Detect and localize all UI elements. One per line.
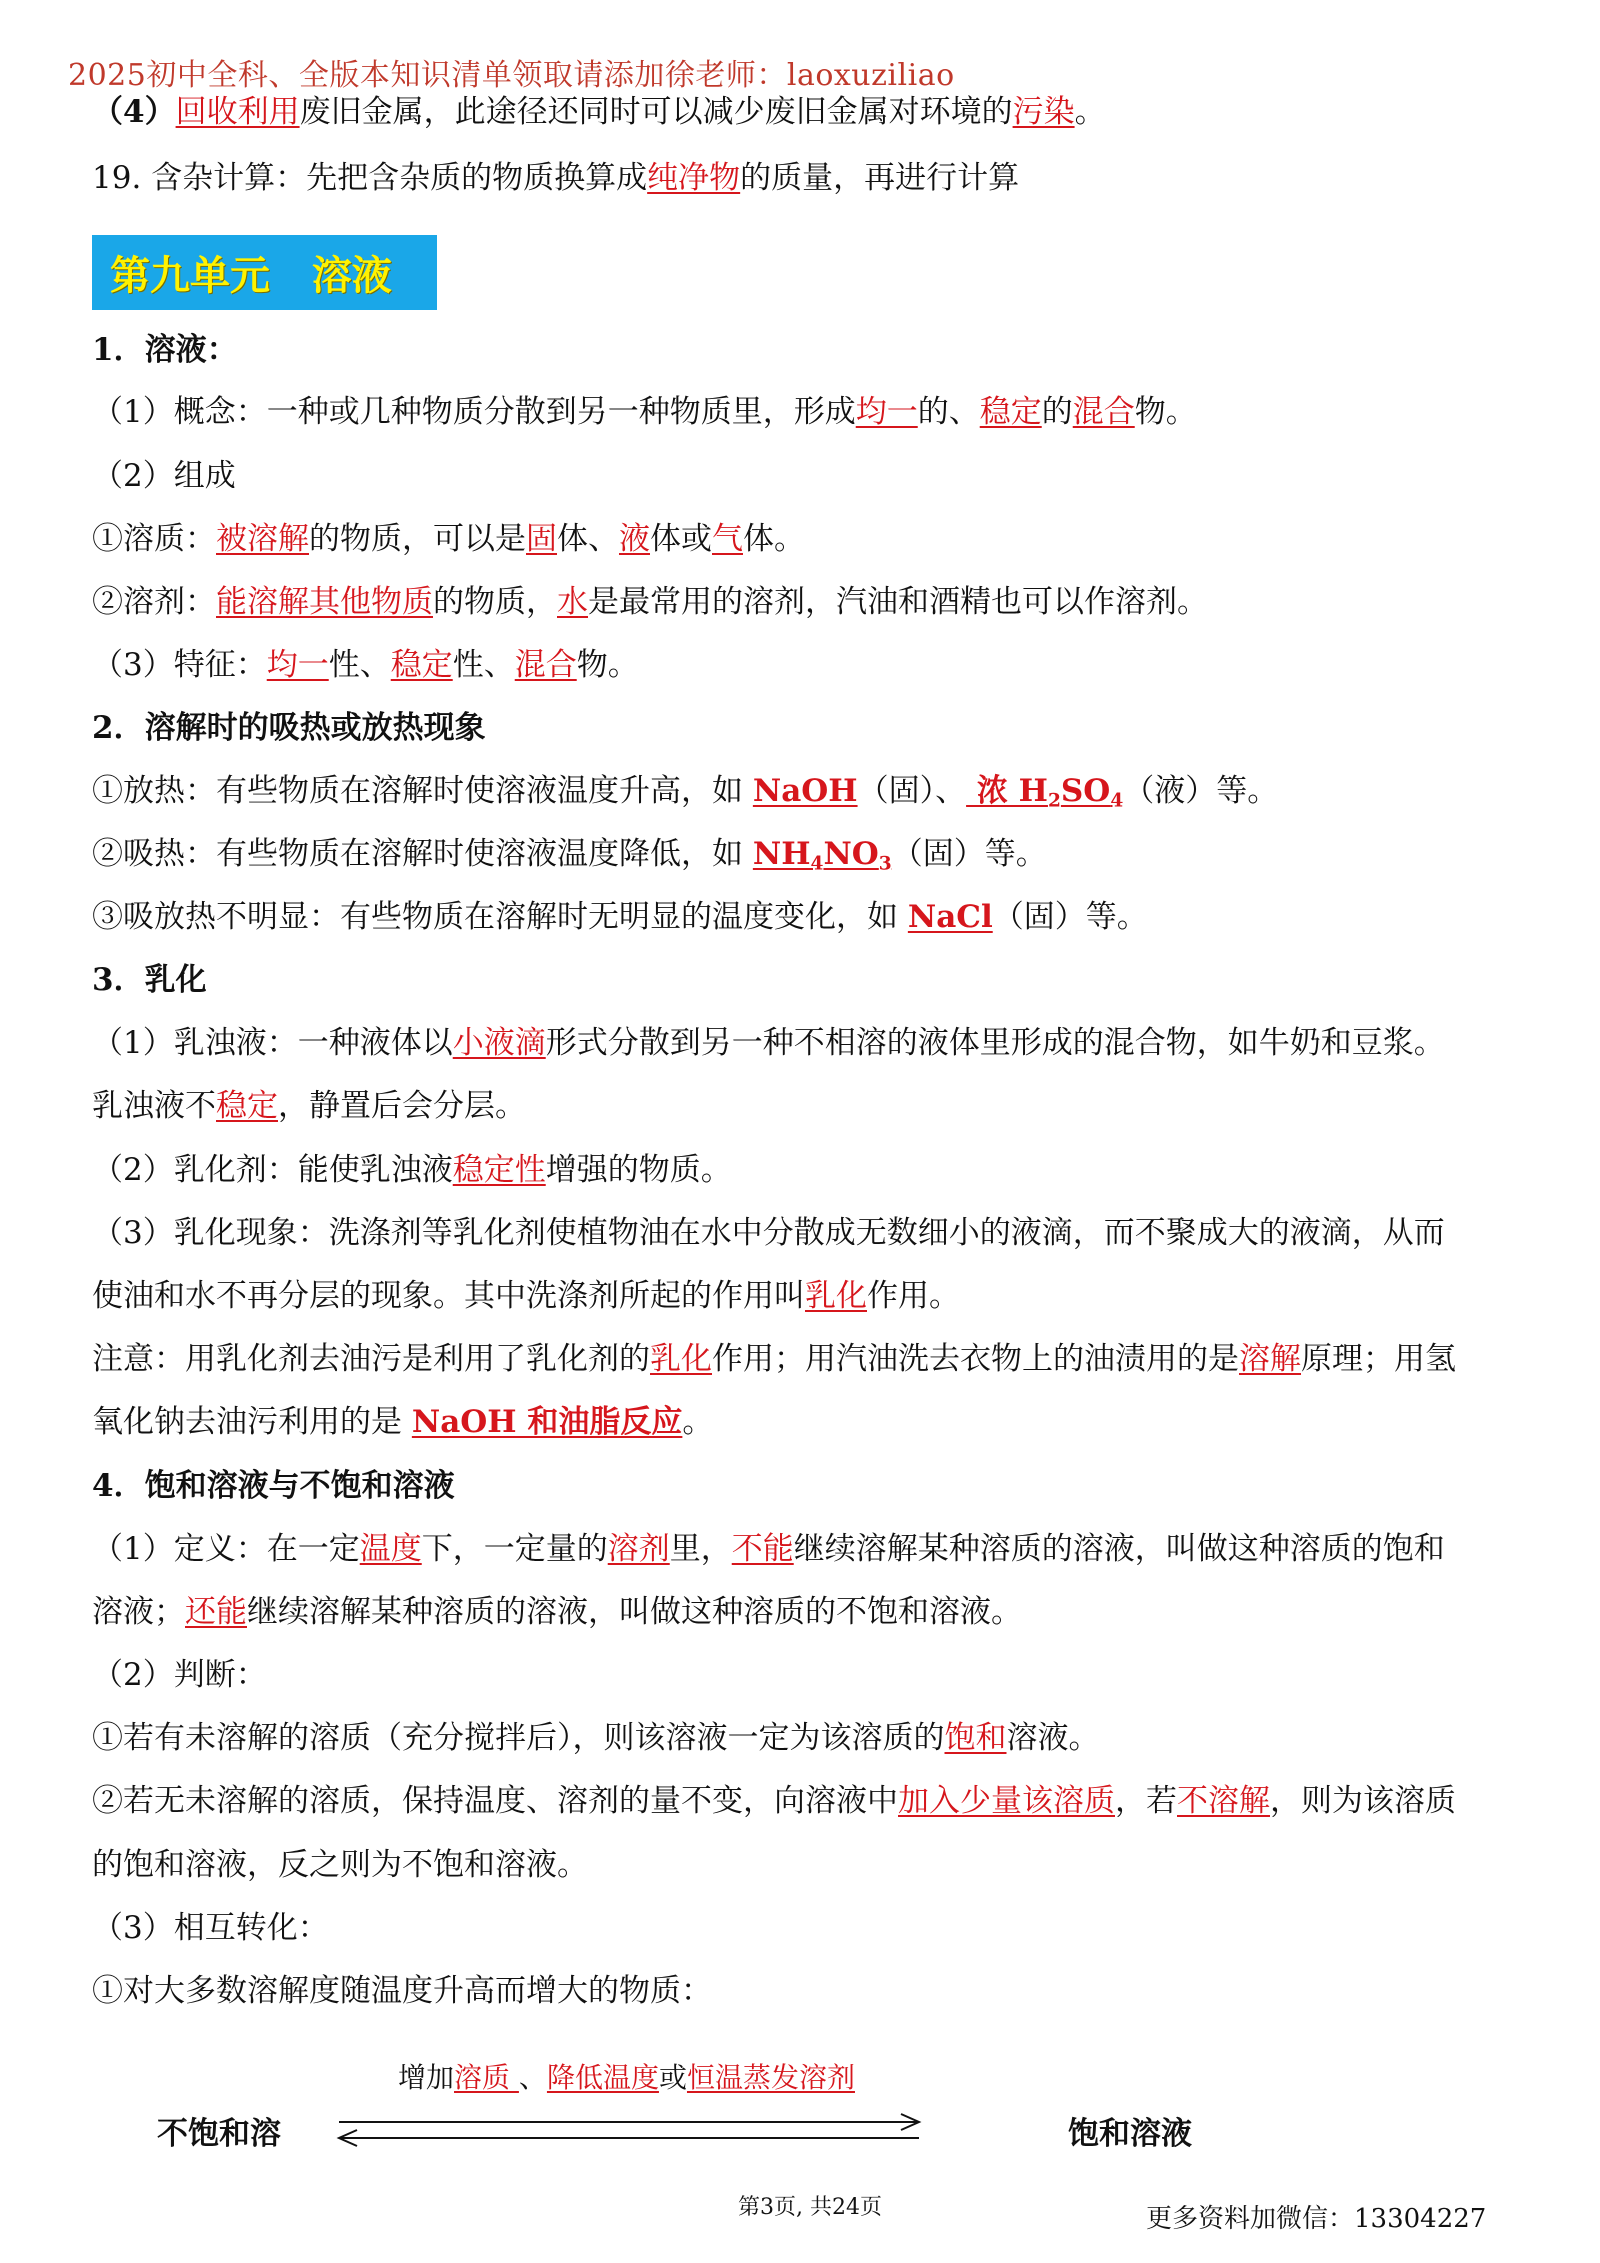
text: ①溶质： (92, 521, 216, 557)
answer-blank: 不溶解 (1177, 1783, 1270, 1819)
answer-blank: 气 (712, 521, 743, 557)
text: 性、 (328, 647, 391, 683)
text: （固）等。 (992, 899, 1148, 935)
text: 。 (682, 1404, 714, 1440)
answer-blank: 饱和 (944, 1720, 1007, 1756)
text: 体。 (743, 521, 805, 557)
line-judge-2 (92, 1781, 1456, 1821)
text: （3）特征： (92, 647, 267, 683)
answer-blank: NaCl (907, 899, 993, 935)
text: 性、 (452, 647, 515, 683)
diagram-conditions (398, 2056, 855, 2096)
line-emulsification: （3）乳化现象：洗涤剂等乳化剂使植物油在水中分散成无数细小的液滴，而不聚成大的液滴，从而 (92, 1215, 1445, 1251)
answer-blank: 稳定 (216, 1088, 278, 1124)
answer-blank: 降低温度 (546, 2061, 659, 2094)
watermark-header: 2025初中全科、全版本知识清单领取请添加徐老师：laoxuziliao (68, 58, 955, 93)
answer-blank: 均一 (266, 647, 329, 683)
text: 浓 H (966, 773, 1048, 809)
line-conversion: （3）相互转化： (92, 1910, 329, 1946)
line-solvent (92, 582, 1208, 622)
subscript: 4 (1110, 790, 1124, 812)
footer-contact: 更多资料加微信：13304227 (1146, 2204, 1487, 2234)
line-exothermic (92, 771, 1278, 822)
answer-blank: 回收利用 (175, 94, 300, 130)
text: 物。 (1134, 394, 1197, 430)
unit-title: 第九单元 溶液 (110, 253, 392, 299)
page-number: 第3页, 共24页 (738, 2195, 882, 2220)
line-emulsion-unstable (92, 1086, 526, 1126)
text: NO (823, 836, 879, 872)
text: （固）等。 (891, 836, 1047, 872)
line-judge-3: 的饱和溶液，反之则为不饱和溶液。 (92, 1847, 588, 1883)
line-impurity-calc (92, 158, 1019, 198)
text: 增加 (398, 2061, 455, 2094)
answer-blank: 液 (619, 521, 650, 557)
text: （1）乳浊液：一种液体以 (92, 1025, 453, 1061)
diagram-unsaturated-label: 不饱和溶 (157, 2116, 281, 2152)
answer-blank: 溶剂 (607, 1531, 670, 1567)
text: 作用；用汽油洗去衣物上的油渍用的是 (712, 1341, 1239, 1377)
answer-blank: 被溶解 (216, 521, 309, 557)
subscript: 2 (1047, 790, 1061, 812)
text: 的物质， (433, 584, 557, 620)
text: 溶液。 (1006, 1720, 1100, 1756)
text: 使油和水不再分层的现象。其中洗涤剂所起的作用叫 (92, 1278, 805, 1314)
text: （液）等。 (1123, 773, 1279, 809)
line-note (92, 1339, 1456, 1379)
answer-blank (966, 773, 1124, 812)
text: ②吸热：有些物质在溶解时使溶液温度降低，如 (92, 836, 753, 872)
text: 继续溶解某种溶质的溶液，叫做这种溶质的饱和 (793, 1531, 1445, 1567)
text: SO (1060, 773, 1111, 809)
text: ①若有未溶解的溶质（充分搅拌后），则该溶液一定为该溶质的 (92, 1720, 945, 1756)
text: ，则为该溶质 (1270, 1783, 1456, 1819)
text: 注意：用乳化剂去油污是利用了乳化剂的 (92, 1341, 650, 1377)
text: 。 (1074, 94, 1106, 130)
answer-blank: 固 (526, 521, 557, 557)
text: 的、 (917, 394, 980, 430)
answer-blank: 溶质 (454, 2061, 519, 2094)
line-definition-2 (92, 1592, 1022, 1632)
text: ②若无未溶解的溶质，保持温度、溶剂的量不变，向溶液中 (92, 1783, 898, 1819)
line-note-2 (92, 1402, 713, 1442)
text: 的 (1041, 394, 1073, 430)
section-heading: 2．溶解时的吸热或放热现象 (92, 710, 486, 746)
answer-blank: 稳定 (390, 647, 453, 683)
answer-blank: 恒温蒸发溶剂 (686, 2061, 855, 2094)
section-heading: 3．乳化 (92, 962, 207, 998)
answer-blank: 不能 (731, 1531, 794, 1567)
answer-blank: 纯净物 (647, 160, 741, 196)
answer-blank: 加入少量该溶质 (898, 1783, 1115, 1819)
line-emulsification-2 (92, 1276, 960, 1316)
text: 的质量，再进行计算 (740, 160, 1020, 196)
text: （1）概念：一种或几种物质分散到另一种物质里，形成 (92, 394, 856, 430)
answer-blank: 乳化 (805, 1278, 867, 1314)
answer-blank: NaOH (752, 773, 858, 809)
answer-blank: 混合 (1072, 394, 1135, 430)
subscript: 3 (878, 853, 892, 875)
answer-blank: 乳化 (650, 1341, 712, 1377)
text: 19. 含杂计算：先把含杂质的物质换算成 (92, 160, 648, 196)
text: 物。 (576, 647, 639, 683)
line-features (92, 645, 639, 685)
section-heading: 4．饱和溶液与不饱和溶液 (92, 1468, 455, 1504)
line-emulsion (92, 1023, 1445, 1063)
text: 的物质，可以是 (309, 521, 526, 557)
diagram-saturated-label: 饱和溶液 (1068, 2116, 1192, 2152)
answer-blank: 温度 (359, 1531, 422, 1567)
text: 溶液； (92, 1594, 185, 1630)
answer-blank: 均一 (855, 394, 918, 430)
answer-blank: 污染 (1012, 94, 1075, 130)
line-no-change (92, 897, 1148, 937)
answer-blank: 溶解 (1239, 1341, 1301, 1377)
subscript: 4 (810, 853, 824, 875)
text: （2）乳化剂：能使乳浊液 (92, 1152, 453, 1188)
answer-blank: 混合 (514, 647, 577, 683)
answer-blank: 水 (557, 584, 588, 620)
answer-blank (752, 836, 892, 875)
text: （固）、 (857, 773, 967, 809)
line-solute (92, 519, 805, 559)
answer-blank: 稳定性 (452, 1152, 546, 1188)
text: ，静置后会分层。 (278, 1088, 526, 1124)
text: ③吸放热不明显：有些物质在溶解时无明显的温度变化，如 (92, 899, 908, 935)
line-judge: （2）判断： (92, 1657, 267, 1693)
line-conversion-1: ①对大多数溶解度随温度升高而增大的物质： (92, 1973, 712, 2009)
text: 里， (669, 1531, 732, 1567)
text: 、 (518, 2061, 547, 2094)
text: 下，一定量的 (421, 1531, 608, 1567)
answer-blank: 稳定 (979, 394, 1042, 430)
text: 氧化钠去油污利用的是 (92, 1404, 412, 1440)
unit-title-banner (92, 235, 437, 310)
text: NH (752, 836, 811, 872)
text: 体或 (650, 521, 712, 557)
text: 乳浊液不 (92, 1088, 216, 1124)
text: 体、 (557, 521, 619, 557)
text: ①放热：有些物质在溶解时使溶液温度升高，如 (92, 773, 753, 809)
line-endothermic (92, 834, 1047, 885)
text: 作用。 (867, 1278, 960, 1314)
line-composition: （2）组成 (92, 458, 236, 494)
text: （4） (92, 94, 176, 130)
line-recycle (92, 92, 1106, 132)
text: 继续溶解某种溶质的溶液，叫做这种溶质的不饱和溶液。 (247, 1594, 1022, 1630)
text: 或 (658, 2061, 687, 2094)
line-concept (92, 392, 1197, 432)
text: 形式分散到另一种不相溶的液体里形成的混合物，如牛奶和豆浆。 (545, 1025, 1445, 1061)
text: ②溶剂： (92, 584, 216, 620)
double-arrow-icon (335, 2112, 925, 2148)
line-definition (92, 1529, 1445, 1569)
text: （1）定义：在一定 (92, 1531, 360, 1567)
answer-blank: 能溶解其他物质 (216, 584, 433, 620)
text: 原理；用氢 (1301, 1341, 1456, 1377)
answer-blank: NaOH 和油脂反应 (411, 1404, 683, 1440)
text: ，若 (1115, 1783, 1177, 1819)
text: 废旧金属，此途径还同时可以减少废旧金属对环境的 (299, 94, 1013, 130)
line-emulsifier (92, 1150, 732, 1190)
text: 增强的物质。 (545, 1152, 732, 1188)
text: 是最常用的溶剂，汽油和酒精也可以作溶剂。 (588, 584, 1208, 620)
answer-blank: 小液滴 (452, 1025, 546, 1061)
line-judge-1 (92, 1718, 1100, 1758)
answer-blank: 还能 (185, 1594, 247, 1630)
section-heading: 1．溶液： (92, 332, 238, 368)
